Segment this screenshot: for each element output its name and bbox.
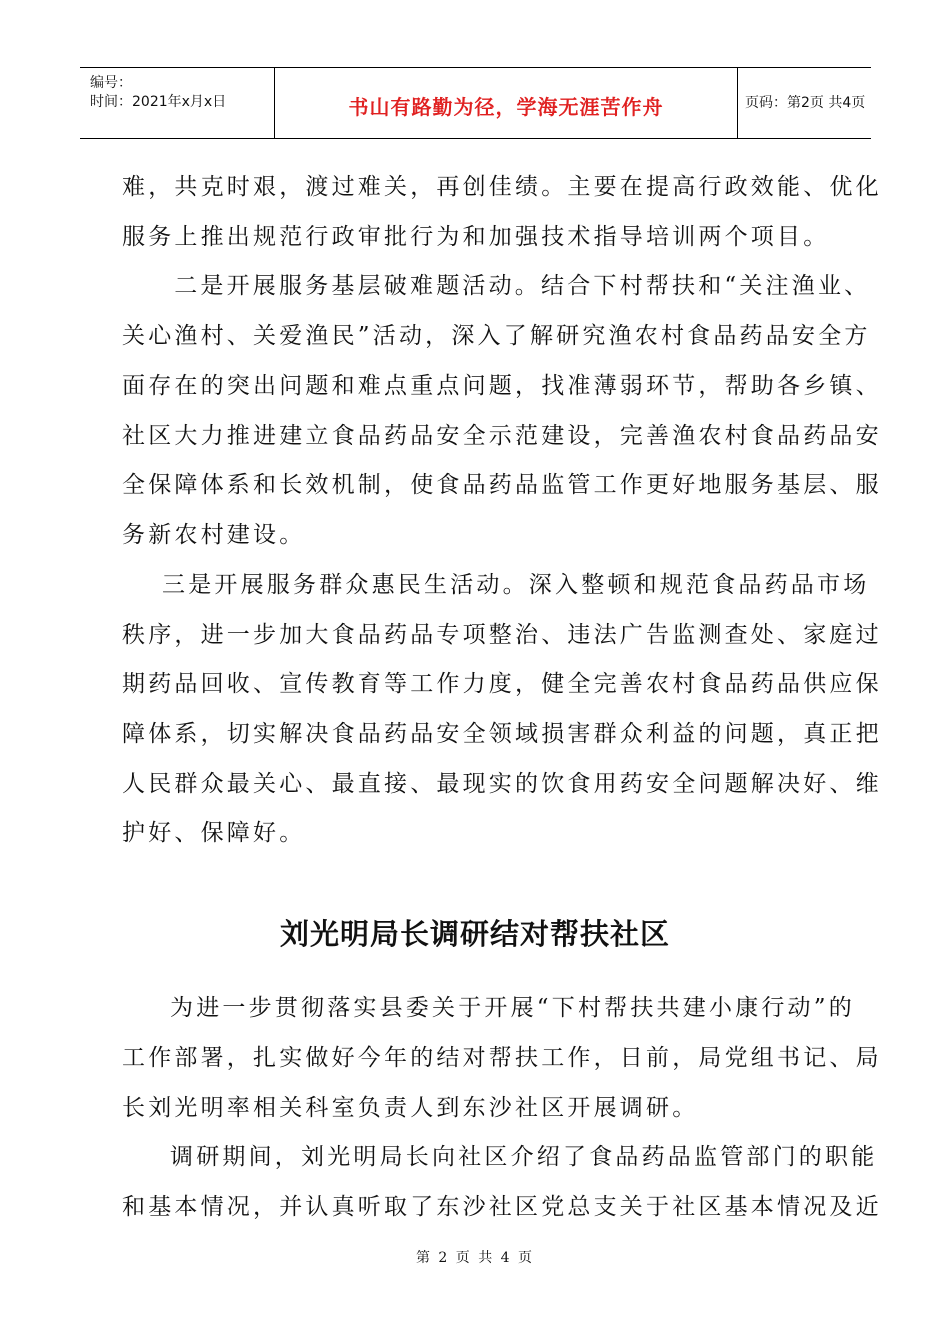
header-table <box>80 67 871 139</box>
body-line: 期药品回收、宣传教育等工作力度，健全完善农村食品药品供应保 <box>122 671 882 697</box>
header-left-cell <box>80 68 274 138</box>
header-right-cell <box>737 68 871 138</box>
body-line: 秩序，进一步加大食品药品专项整治、违法广告监测查处、家庭过 <box>122 622 882 648</box>
body-line: 工作部署，扎实做好今年的结对帮扶工作，日前，局党组书记、局 <box>122 1045 882 1071</box>
body-line: 务新农村建设。 <box>122 522 306 548</box>
body-line: 调研期间，刘光明局长向社区介绍了食品药品监管部门的职能 <box>170 1144 878 1170</box>
header-center-cell <box>274 68 738 138</box>
page-footer: 第 2 页 共 4 页 <box>415 1250 535 1266</box>
document-date: 时间：2021年x月x日 <box>90 94 227 110</box>
document-number: 编号： <box>90 75 132 91</box>
body-line: 为进一步贯彻落实县委关于开展“下村帮扶共建小康行动”的 <box>170 995 855 1021</box>
body-line: 护好、保障好。 <box>122 820 306 846</box>
body-line: 长刘光明率相关科室负责人到东沙社区开展调研。 <box>122 1095 699 1121</box>
body-line: 全保障体系和长效机制，使食品药品监管工作更好地服务基层、服 <box>122 472 882 498</box>
header-page-info: 页码：第2页 共4页 <box>745 95 866 111</box>
body-line: 和基本情况，并认真听取了东沙社区党总支关于社区基本情况及近 <box>122 1194 882 1220</box>
body-line: 三是开展服务群众惠民生活动。深入整顿和规范食品药品市场 <box>162 572 870 598</box>
body-line: 面存在的突出问题和难点重点问题，找准薄弱环节，帮助各乡镇、 <box>122 373 882 399</box>
body-line: 障体系，切实解决食品药品安全领域损害群众利益的问题，真正把 <box>122 721 882 747</box>
body-line: 关心渔村、关爱渔民”活动，深入了解研究渔农村食品药品安全方 <box>122 323 871 349</box>
body-line: 服务上推出规范行政审批行为和加强技术指导培训两个项目。 <box>122 224 830 250</box>
body-line: 人民群众最关心、最直接、最现实的饮食用药安全问题解决好、维 <box>122 771 882 797</box>
body-line: 二是开展服务基层破难题活动。结合下村帮扶和“关注渔业、 <box>148 273 871 299</box>
body-line: 难，共克时艰，渡过难关，再创佳绩。主要在提高行政效能、优化 <box>122 174 882 200</box>
header-motto: 书山有路勤为径，学海无涯苦作舟 <box>348 95 664 119</box>
body-line: 社区大力推进建立食品药品安全示范建设，完善渔农村食品药品安 <box>122 423 882 449</box>
section-title: 刘光明局长调研结对帮扶社区 <box>279 917 670 951</box>
